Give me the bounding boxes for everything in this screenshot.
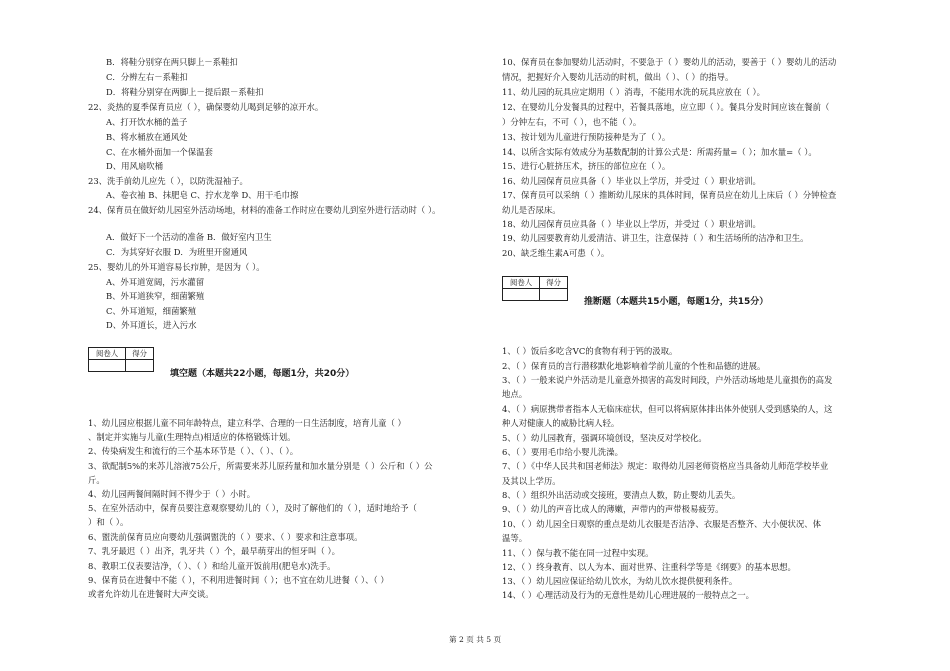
question-line: 11、（ ）保与教不能在同一过程中实现。 (502, 548, 654, 558)
question-line: 10、保育员在参加婴幼儿活动时，不要急于（ ）婴幼儿的活动，要善于（ ）婴幼儿的活动 (502, 57, 837, 67)
question-line: 12、（ ）终身教育、以人为本、面对世界、注重科学等是《纲要》的基本思想。 (502, 562, 796, 572)
score-box (88, 347, 154, 372)
question-line: 或者允许幼儿在进餐时大声交谈。 (88, 589, 214, 599)
question-line: 6、（ ）要用毛巾给小婴儿洗澡。 (502, 447, 624, 457)
question-line: 8、教职工仪表要洁净，（ ）、（ ）和给儿童开饭前用(肥皂水)洗手。 (88, 561, 336, 571)
question-line: 5、在室外活动中，保育员要注意观察婴幼儿的（ ），及时了解他们的（ ），适时地给予（ (88, 503, 417, 513)
question-line: 23、洗手前幼儿应先（ ），以防洗湿袖子。 (88, 176, 248, 186)
option-line: C．分辨左右－系鞋扣 (106, 72, 188, 82)
question-line: 9、（ ）幼儿的声音比成人的薄嫩，声带内的声带极易疲劳。 (502, 504, 724, 514)
question-line: 10、（ ）幼儿园全日观察的重点是幼儿衣服是否洁净、衣服是否整齐、大小便状况、体 (502, 519, 821, 529)
question-line: 3、（ ）一般来说户外活动是儿童意外损害的高发时间段，户外活动场地是儿童损伤的高发 (502, 375, 833, 385)
question-line: 15、进行心脏挤压术，挤压的部位应在（ ）。 (502, 161, 671, 171)
question-line: 1、（ ）饭后多吃含VC的食物有利于钙的汲取。 (502, 346, 678, 356)
question-line: 14、以所含实际有效成分为基数配制的计算公式是：所需药量=（ ）；加水量=（ ）。 (502, 147, 817, 157)
question-line: 4、幼儿园两餐间隔时间不得少于（ ）小时。 (88, 489, 256, 499)
option-line: C、在水桶外面加一个保温套 (106, 147, 213, 157)
question-line: 12、在婴幼儿分发餐具的过程中，若餐具落地，应立即（ ）。餐具分发时间应该在餐前（ (502, 102, 830, 112)
option-line: B、将水桶放在通风处 (106, 132, 188, 142)
score-cell (126, 360, 154, 372)
question-line: ）分钟左右，不可（ ），也不能（ ）。 (502, 117, 642, 127)
grader-label: 阅卷人 (89, 348, 126, 360)
section-title-fill: 填空题（本题共22小题，每题1分，共20分） (170, 369, 355, 379)
question-line: 25、婴幼儿的外耳道容易长疖肿，是因为（ ）。 (88, 262, 265, 272)
question-line: 种人对健康人的威胁比病人轻。 (502, 418, 620, 428)
question-line: 9、保育员在进餐中不能（ ），不利用进餐时间（ ）；也不宜在幼儿进餐（ ）、（ ） (88, 575, 389, 585)
option-line: A．做好下一个活动的准备 B．做好室内卫生 (106, 232, 272, 242)
option-line: C、外耳道短，细菌繁殖 (106, 306, 197, 316)
question-line: 及其以上学历。 (502, 476, 561, 486)
question-line: 地点。 (502, 389, 528, 399)
option-line: A、卷衣袖 B、抹肥皂 C、拧水龙拳 D、用干毛巾擦 (106, 190, 299, 200)
question-line: 3、欲配制5%的来苏儿溶液75公斤，所需要来苏儿原药量和加水量分别是（ ）公斤和（ ）公 (88, 461, 433, 471)
question-line: 2、传染病发生和流行的三个基本环节是（ ）、（ ）、（ ）。 (88, 446, 299, 456)
grader-label: 阅卷人 (503, 277, 540, 289)
page-footer: 第 2 页 共 5 页 (448, 635, 502, 644)
score-box (502, 276, 568, 301)
question-line: 13、（ ）幼儿园应保证给幼儿饮水，为幼儿饮水提供便利条件。 (502, 576, 738, 586)
option-line: D、用风扇吹桶 (106, 161, 163, 171)
section-title-judge: 推断题（本题共15小题，每题1分，共15分） (584, 297, 769, 307)
question-line: 17、保育员可以采纳（ ）推断幼儿尿床的具体时间，保育员应在幼儿上床后（ ）分钟检查 (502, 190, 837, 200)
question-line: 温等。 (502, 533, 528, 543)
question-line: 7、乳牙最迟（ ）出齐，乳牙共（ ）个，最早萌芽出的恒牙叫（ ）。 (88, 546, 340, 556)
option-line: B．将鞋分别穿在两只脚上－系鞋扣 (106, 57, 238, 67)
question-line: 22、炎热的夏季保育员应（ ），确保婴幼儿喝到足够的凉开水。 (88, 102, 324, 112)
grader-cell (503, 289, 540, 301)
question-line: 5、（ ）幼儿园教育，强调环境创设，坚决反对学校化。 (502, 433, 707, 443)
option-line: A、外耳道宽阔，污水灌留 (106, 277, 205, 287)
question-line: ）和（ ）。 (88, 517, 129, 527)
question-line: 19、幼儿园要教育幼儿爱清洁、讲卫生，注意保持（ ）和生活场所的洁净和卫生。 (502, 233, 809, 243)
question-line: 幼儿是否尿床。 (502, 205, 561, 215)
score-cell (540, 289, 568, 301)
question-line: 11、幼儿园的玩具应定期用（ ）消毒，不能用水洗的玩具应放在（ ）。 (502, 87, 766, 97)
question-line: 情况，把握好介入婴幼儿活动的时机，做出（ ）、（ ）的指导。 (502, 72, 734, 82)
option-line: A、打开饮水桶的盖子 (106, 117, 188, 127)
score-label: 得分 (540, 277, 568, 289)
question-line: 6、盥洗前保育员应向婴幼儿强调盥洗的（ ）要求、（ ）要求和注意事项。 (88, 532, 363, 542)
question-line: 7、（ ）《中华人民共和国老师法》规定：取得幼儿园老师资格应当具备幼儿师范学校毕业 (502, 461, 829, 471)
question-line: 16、幼儿园保育员应具备（ ）毕业以上学历，并受过（ ）职业培训。 (502, 176, 761, 186)
option-line: D、外耳道长，进入污水 (106, 320, 197, 330)
option-line: C．为其穿好衣服 D．为班里开窗通风 (106, 247, 248, 257)
question-line: 斤。 (88, 475, 105, 485)
question-line: 4、（ ）病原携带者指本人无临床症状，但可以将病原体排出体外使别人受到感染的人，这 (502, 404, 833, 414)
question-line: 18、幼儿园保育员应具备（ ）毕业以上学历，并受过（ ）职业培训。 (502, 219, 761, 229)
question-line: 13、按计划为儿童进行预防接种是为了（ ）。 (502, 132, 671, 142)
question-line: 、制定并实施与儿童(生理特点)相适应的体格锻炼计划。 (88, 432, 296, 442)
grader-cell (89, 360, 126, 372)
question-line: 8、（ ）组织外出活动或交接班，要清点人数，防止婴幼儿丢失。 (502, 490, 741, 500)
question-line: 14、（ ）心理活动及行为的无意性是幼儿心理进展的一般特点之一。 (502, 590, 754, 600)
question-line: 24、保育员在做好幼儿园室外活动场地，材料的准备工作时应在婴幼儿到室外进行活动时（ ）。 (88, 205, 441, 215)
question-line: 20、缺乏维生素A可患（ ）。 (502, 248, 610, 258)
question-line: 1、幼儿园应根据儿童不同年龄特点，建立科学、合理的一日生活制度，培育儿童（ ） (88, 418, 406, 428)
option-line: D．将鞋分别穿在两脚上－提后跟－系鞋扣 (106, 87, 264, 97)
option-line: B、外耳道狭窄，细菌繁殖 (106, 291, 205, 301)
score-label: 得分 (126, 348, 154, 360)
question-line: 2、（ ）保育员的言行潜移默化地影响着学前儿童的个性和品德的进展。 (502, 361, 766, 371)
